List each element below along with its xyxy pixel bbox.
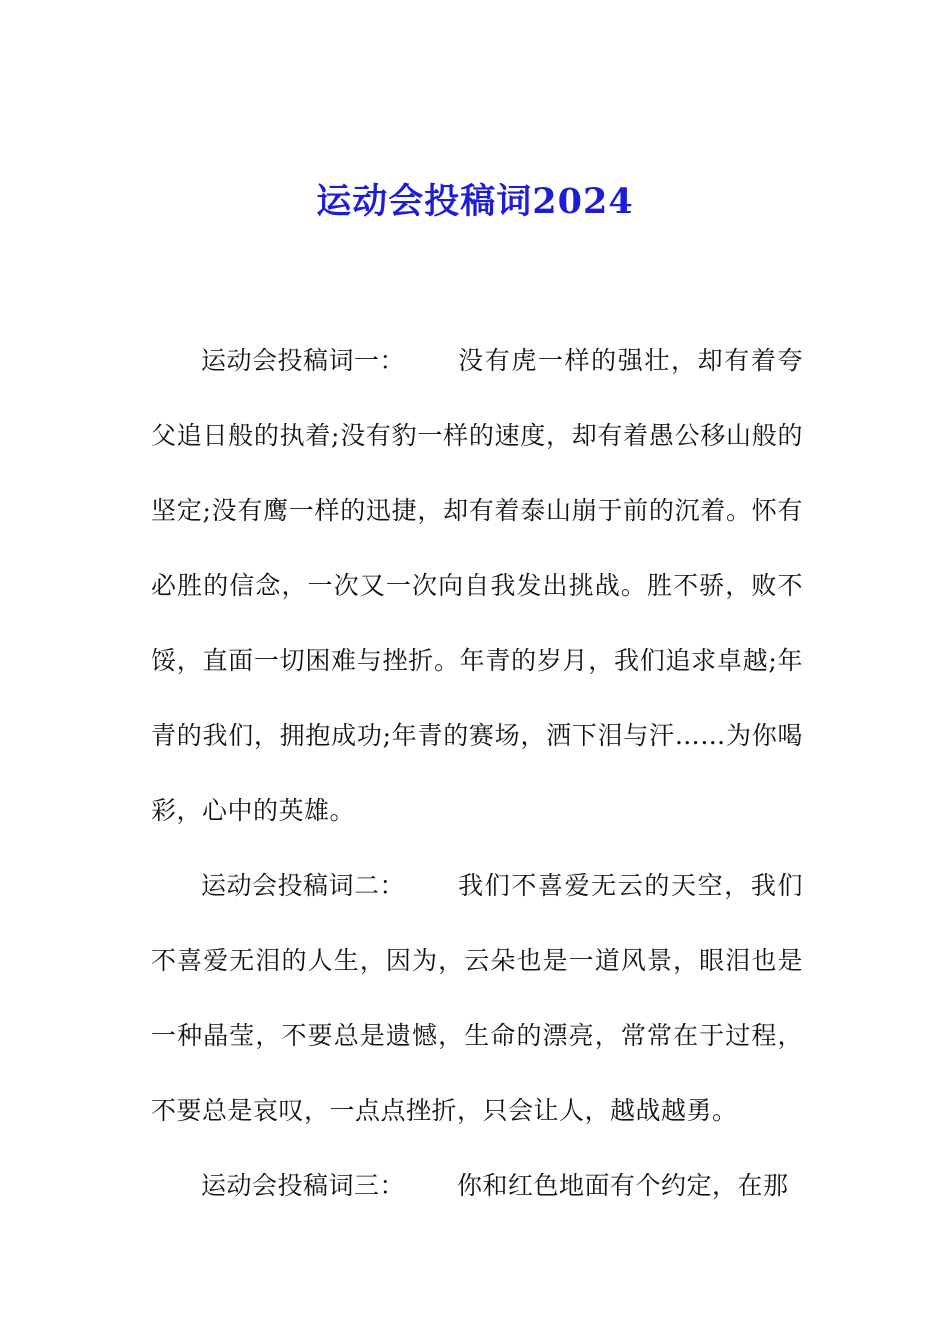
paragraph-3-lead: 运动会投稿词三： (201, 1171, 406, 1200)
document-title: 运动会投稿词2024 (316, 181, 634, 222)
paragraph-1-lead: 运动会投稿词一： (201, 346, 406, 375)
document-body (151, 323, 803, 1223)
paragraph-3-text: 你和红色地面有个约定，在那 (457, 1171, 789, 1200)
paragraph-2-lead: 运动会投稿词二： (201, 871, 406, 900)
paragraph-1 (151, 323, 803, 848)
paragraph-3 (151, 1148, 803, 1223)
paragraph-2-text: 我们不喜爱无云的天空，我们不喜爱无泪的人生，因为，云朵也是一道风景，眼泪也是一种晶莹，不要总是遗憾，生命的漂亮，常常在于过程，不要总是哀叹，一点点挫折，只会让人，越战越勇。 (151, 871, 803, 1125)
paragraph-2 (151, 848, 803, 1148)
paragraph-1-text: 没有虎一样的强壮，却有着夸父追日般的执着;没有豹一样的速度，却有着愚公移山般的坚定;没有鹰一样的迅捷，却有着泰山崩于前的沉着。怀有必胜的信念，一次又一次向自我发出挑战。胜不骄，败不馁，直面一切困难与挫折。年青的岁月，我们追求卓越;年青的我们，拥抱成功;年青的赛场，洒下泪与汗……为你喝彩，心中的英雄。 (151, 346, 803, 825)
